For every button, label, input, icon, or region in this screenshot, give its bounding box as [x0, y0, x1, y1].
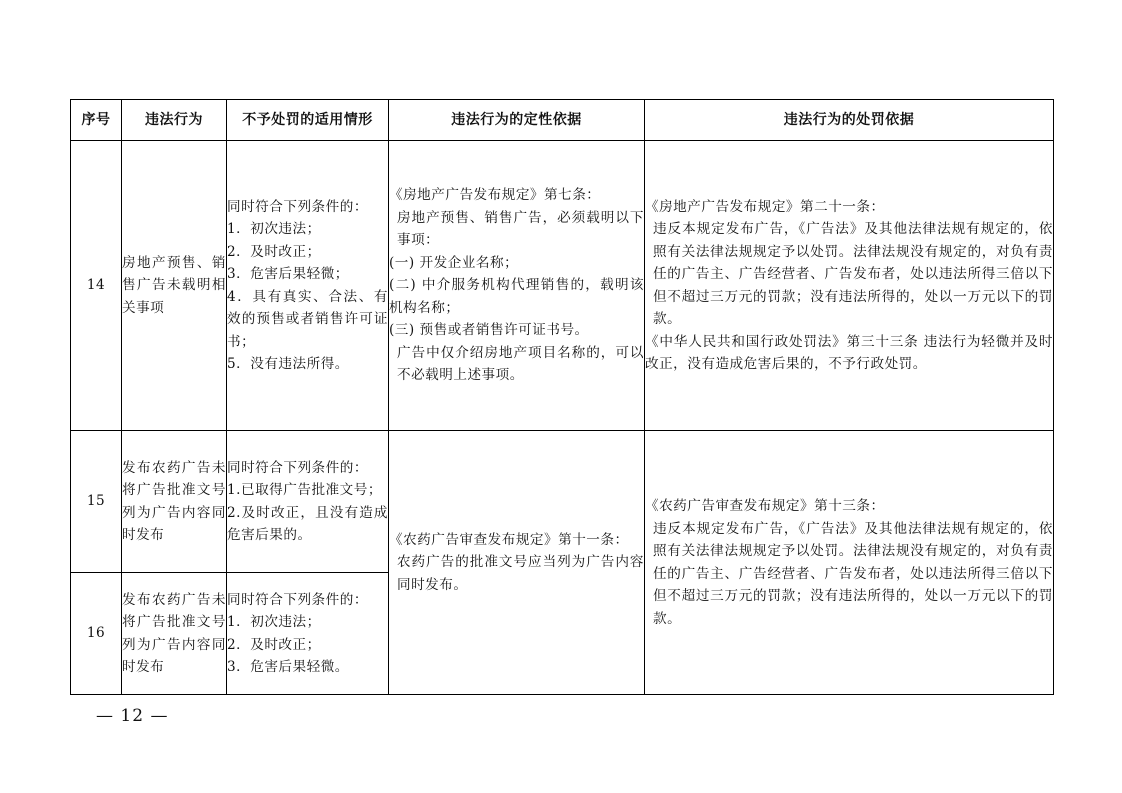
header-qualification-basis: 违法行为的定性依据: [389, 100, 645, 141]
penalty-text: 违反本规定发布广告，《广告法》及其他法律法规有规定的，依照有关法律法规规定予以处罚。法律法规没有规定的，对负有责任的广告主、广告经营者、广告发布者，处以违法所得三倍以下但不超过三万元的罚款；没有违法所得的，处以一万元以下的罚款。: [653, 221, 1053, 327]
header-serial: 序号: [71, 100, 122, 141]
condition-line: 5．没有违法所得。: [227, 356, 349, 372]
condition-line: 2.及时改正，且没有造成危害后果的。: [227, 504, 388, 543]
row-conditions: [227, 141, 389, 431]
page-number: — 12 —: [96, 706, 169, 726]
penalty-title: 《房地产广告发布规定》第二十一条：: [645, 198, 885, 215]
basis-title: 《农药广告审查发布规定》第十一条：: [389, 531, 629, 548]
condition-line: 同时符合下列条件的：: [227, 591, 368, 608]
penalty-title: 《农药广告审查发布规定》第十三条：: [645, 498, 885, 514]
condition-line: 1.已取得广告批准文号；: [227, 482, 382, 498]
basis-title: 《房地产广告发布规定》第七条：: [389, 187, 601, 204]
condition-line: 同时符合下列条件的：: [227, 198, 368, 215]
condition-line: 1．初次违法；: [227, 221, 321, 237]
condition-line: 1．初次违法；: [227, 614, 321, 630]
table-header-row: [71, 100, 1054, 141]
basis-line: (三) 预售或者销售许可证书号。: [389, 322, 589, 339]
table-row: [71, 141, 1054, 431]
row-serial: 14: [71, 141, 122, 431]
penalty-text: 违反本规定发布广告，《广告法》及其他法律法规有规定的，依照有关法律法规规定予以处罚。法律法规没有规定的，对负有责任的广告主、广告经营者、广告发布者，处以违法所得三倍以下但不超过三万元的罚款；没有违法所得的，处以一万元以下的罚款。: [653, 520, 1053, 627]
table-row: [71, 431, 1054, 573]
row-conditions: [227, 431, 389, 573]
row-qualification-basis: [389, 141, 645, 431]
row-violation: [122, 431, 227, 573]
condition-line: 2．及时改正；: [227, 636, 321, 653]
row-conditions: [227, 573, 389, 695]
violation-text: 房地产预售、销售广告未载明相关事项: [122, 254, 226, 316]
row-serial: 15: [71, 431, 122, 573]
condition-line: 同时符合下列条件的：: [227, 459, 368, 476]
row-violation: [122, 573, 227, 695]
header-violation: 违法行为: [122, 100, 227, 141]
basis-line: 房地产预售、销售广告，必须载明以下事项：: [397, 209, 644, 249]
condition-line: 2．及时改正；: [227, 243, 321, 260]
violation-text: 发布农药广告未将广告批准文号列为广告内容同时发布: [122, 591, 226, 675]
row-penalty-basis: [645, 141, 1054, 431]
row-violation: [122, 141, 227, 431]
condition-line: 3．危害后果轻微。: [227, 659, 349, 675]
basis-text: 农药广告的批准文号应当列为广告内容同时发布。: [397, 554, 644, 593]
basis-line: (二) 中介服务机构代理销售的，载明该机构名称；: [389, 277, 644, 316]
regulation-table: [70, 99, 1054, 695]
row-serial: 16: [71, 573, 122, 695]
condition-line: 3．危害后果轻微；: [227, 266, 349, 282]
basis-line: 广告中仅介绍房地产项目名称的，可以不必载明上述事项。: [397, 344, 644, 384]
violation-text: 发布农药广告未将广告批准文号列为广告内容同时发布: [122, 459, 226, 543]
header-penalty-basis: 违法行为的处罚依据: [645, 100, 1054, 141]
header-exemption-conditions: 不予处罚的适用情形: [227, 100, 389, 141]
shared-penalty-basis: [645, 431, 1054, 695]
shared-qualification-basis: [389, 431, 645, 695]
condition-line: 4．具有真实、合法、有效的预售或者销售许可证书；: [227, 288, 388, 350]
penalty-extra: 《中华人民共和国行政处罚法》第三十三条 违法行为轻微并及时改正，没有造成危害后果的，不予行政处罚。: [645, 333, 1053, 372]
basis-line: (一) 开发企业名称；: [389, 254, 519, 271]
